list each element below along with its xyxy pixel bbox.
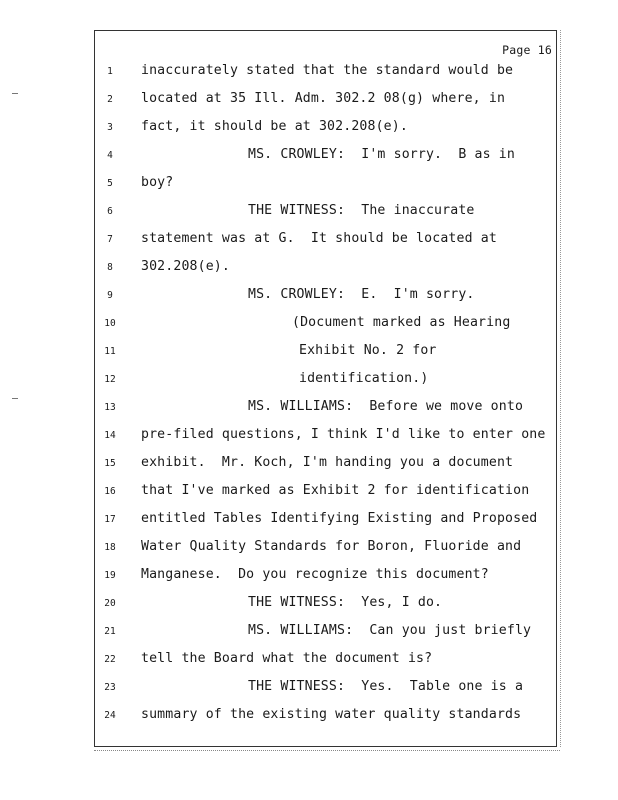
- line-number: 16: [104, 486, 116, 497]
- line-text: THE WITNESS: The inaccurate: [248, 203, 475, 218]
- transcript-line: [0, 231, 618, 251]
- transcript-line: [0, 371, 618, 391]
- line-text: MS. CROWLEY: E. I'm sorry.: [248, 287, 475, 302]
- transcript-line: [0, 539, 618, 559]
- line-number: 8: [107, 262, 113, 273]
- transcript-line: [0, 623, 618, 643]
- transcript-line: [0, 343, 618, 363]
- line-number: 15: [104, 458, 116, 469]
- line-text: MS. CROWLEY: I'm sorry. B as in: [248, 147, 515, 162]
- transcript-line: [0, 315, 618, 335]
- transcript-line: [0, 651, 618, 671]
- line-text: inaccurately stated that the standard would be: [141, 63, 514, 78]
- line-text: THE WITNESS: Yes. Table one is a: [248, 679, 524, 694]
- line-number: 7: [107, 234, 113, 245]
- transcript-line: [0, 91, 618, 111]
- transcript-line: [0, 287, 618, 307]
- line-text: identification.): [299, 371, 429, 386]
- transcript-line: [0, 175, 618, 195]
- line-number: 19: [104, 570, 116, 581]
- line-number: 20: [104, 598, 116, 609]
- line-text: MS. WILLIAMS: Can you just briefly: [248, 623, 532, 638]
- line-text: exhibit. Mr. Koch, I'm handing you a document: [141, 455, 514, 470]
- line-number: 1: [107, 66, 113, 77]
- line-text: entitled Tables Identifying Existing and Proposed: [141, 511, 538, 526]
- line-text: located at 35 Ill. Adm. 302.2 08(g) where, in: [141, 91, 506, 106]
- line-number: 11: [104, 346, 116, 357]
- line-number: 23: [104, 682, 116, 693]
- page-number: Page 16: [502, 43, 552, 57]
- line-text: tell the Board what the document is?: [141, 651, 433, 666]
- transcript-line: [0, 147, 618, 167]
- transcript-line: [0, 595, 618, 615]
- transcript-line: [0, 511, 618, 531]
- line-number: 21: [104, 626, 116, 637]
- line-text: fact, it should be at 302.208(e).: [141, 119, 408, 134]
- line-text: 302.208(e).: [141, 259, 230, 274]
- transcript-line: [0, 707, 618, 727]
- transcript-line: [0, 427, 618, 447]
- transcript-line: [0, 259, 618, 279]
- line-text: Water Quality Standards for Boron, Fluoride and: [141, 539, 522, 554]
- line-number: 12: [104, 374, 116, 385]
- line-text: THE WITNESS: Yes, I do.: [248, 595, 443, 610]
- line-number: 24: [104, 710, 116, 721]
- transcript-line: [0, 63, 618, 83]
- line-text: that I've marked as Exhibit 2 for identification: [141, 483, 530, 498]
- line-text: MS. WILLIAMS: Before we move onto: [248, 399, 524, 414]
- line-number: 10: [104, 318, 116, 329]
- page-edge-bottom: [94, 750, 560, 751]
- transcript-line: [0, 455, 618, 475]
- line-number: 4: [107, 150, 113, 161]
- transcript-line: [0, 679, 618, 699]
- line-number: 14: [104, 430, 116, 441]
- line-text: statement was at G. It should be located at: [141, 231, 497, 246]
- line-number: 17: [104, 514, 116, 525]
- line-text: Exhibit No. 2 for: [299, 343, 437, 358]
- transcript-line: [0, 567, 618, 587]
- line-number: 6: [107, 206, 113, 217]
- line-number: 22: [104, 654, 116, 665]
- transcript-line: [0, 483, 618, 503]
- line-text: (Document marked as Hearing: [292, 315, 511, 330]
- transcript-line: [0, 119, 618, 139]
- transcript-line: [0, 399, 618, 419]
- line-number: 13: [104, 402, 116, 413]
- line-number: 3: [107, 122, 113, 133]
- line-text: Manganese. Do you recognize this document?: [141, 567, 489, 582]
- line-text: pre-filed questions, I think I'd like to enter one: [141, 427, 546, 442]
- line-number: 9: [107, 290, 113, 301]
- line-text: summary of the existing water quality standards: [141, 707, 522, 722]
- line-text: boy?: [141, 175, 174, 190]
- line-number: 5: [107, 178, 113, 189]
- line-number: 18: [104, 542, 116, 553]
- line-number: 2: [107, 94, 113, 105]
- transcript-line: [0, 203, 618, 223]
